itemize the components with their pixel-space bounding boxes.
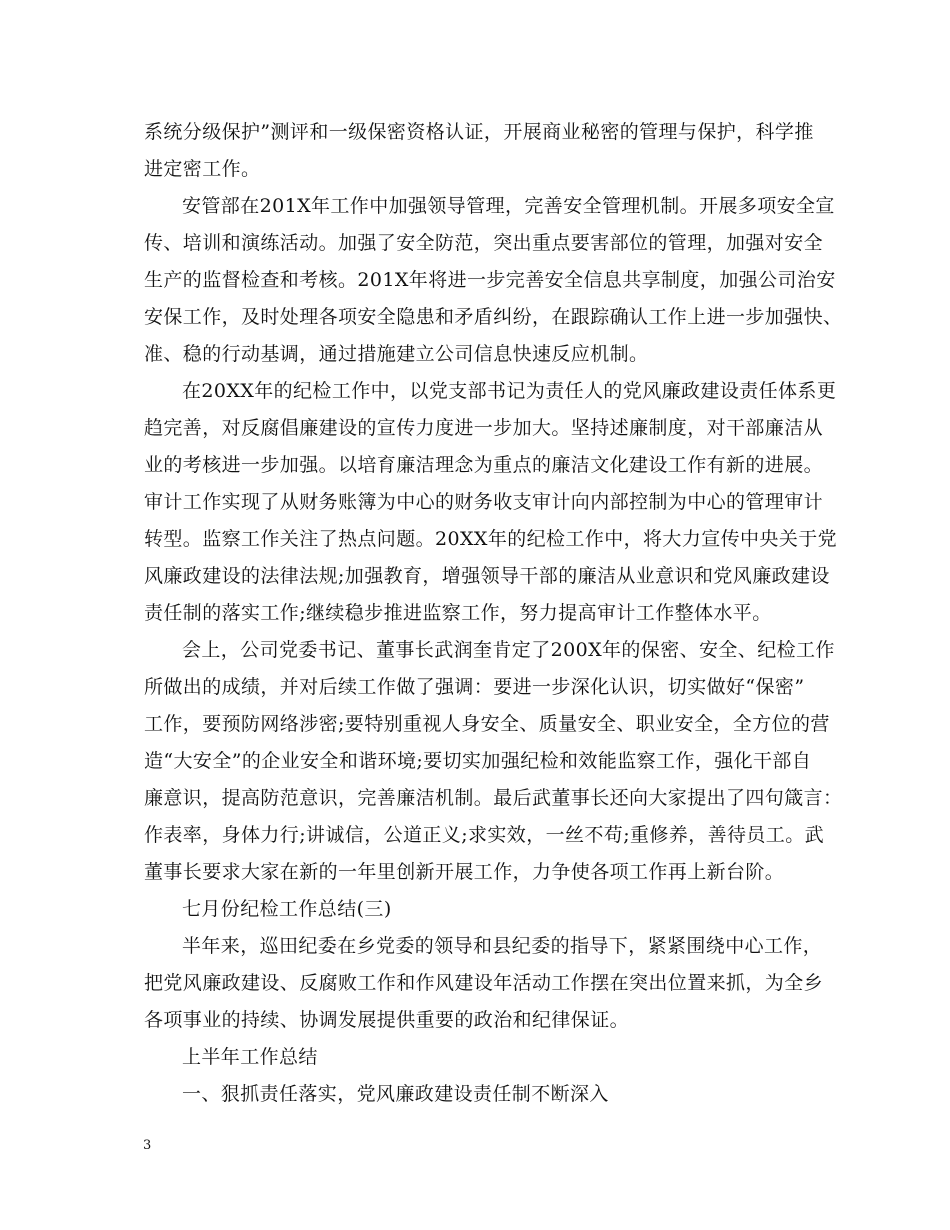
text-line: 廉意识，提高防范意识，完善廉洁机制。最后武董事长还向大家提出了四句箴言：	[144, 787, 843, 809]
paragraph-start-line: 安管部在201X年工作中加强领导管理，完善安全管理机制。开展多项安全宣	[182, 195, 835, 217]
text-line: 进定密工作。	[144, 158, 261, 180]
text-line: 安保工作，及时处理各项安全隐患和矛盾纠纷，在跟踪确认工作上进一步加强快、	[144, 306, 843, 328]
text-line: 造“大安全”的企业安全和谐环境;要切实加强纪检和效能监察工作，强化干部自	[144, 750, 812, 772]
section-heading: 七月份纪检工作总结(三)	[182, 898, 392, 920]
section-heading: 上半年工作总结	[182, 1046, 318, 1068]
text-line: 审计工作实现了从财务账簿为中心的财务收支审计向内部控制为中心的管理审计	[144, 491, 824, 513]
text-line: 所做出的成绩，并对后续工作做了强调：要进一步深化认识，切实做好“保密”	[144, 676, 805, 698]
text-line: 生产的监督检查和考核。201X年将进一步完善安全信息共享制度，加强公司治安	[144, 269, 836, 291]
text-line: 转型。监察工作关注了热点问题。20XX年的纪检工作中，将大力宣传中央关于党	[144, 528, 838, 550]
text-line: 把党风廉政建设、反腐败工作和作风建设年活动工作摆在突出位置来抓，为全乡	[144, 972, 824, 994]
text-line: 风廉政建设的法律法规;加强教育，增强领导干部的廉洁从业意识和党风廉政建设	[144, 565, 830, 587]
text-line: 业的考核进一步加强。以培育廉洁理念为重点的廉洁文化建设工作有新的进展。	[144, 454, 824, 476]
text-line: 准、稳的行动基调，通过措施建立公司信息快速反应机制。	[144, 343, 649, 365]
text-line: 董事长要求大家在新的一年里创新开展工作，力争使各项工作再上新台阶。	[144, 861, 785, 883]
text-line: 系统分级保护”测评和一级保密资格认证，开展商业秘密的管理与保护，科学推	[144, 121, 814, 143]
section-heading: 一、狠抓责任落实，党风廉政建设责任制不断深入	[182, 1083, 609, 1105]
text-line: 作表率，身体力行;讲诚信，公道正义;求实效，一丝不苟;重修养，善待员工。武	[144, 824, 825, 846]
text-line: 工作，要预防网络涉密;要特别重视人身安全、质量安全、职业安全，全方位的营	[144, 713, 830, 735]
text-line: 趋完善，对反腐倡廉建设的宣传力度进一步加大。坚持述廉制度，对干部廉洁从	[144, 417, 824, 439]
paragraph-start-line: 会上，公司党委书记、董事长武润奎肯定了200X年的保密、安全、纪检工作	[182, 639, 835, 661]
text-line: 传、培训和演练活动。加强了安全防范，突出重点要害部位的管理，加强对安全	[144, 232, 824, 254]
text-line: 各项事业的持续、协调发展提供重要的政治和纪律保证。	[144, 1009, 630, 1031]
text-line: 责任制的落实工作;继续稳步推进监察工作，努力提高审计工作整体水平。	[144, 602, 772, 624]
paragraph-start-line: 在20XX年的纪检工作中，以党支部书记为责任人的党风廉政建设责任体系更	[182, 380, 837, 402]
page-number: 3	[143, 1138, 152, 1153]
paragraph-start-line: 半年来，巡田纪委在乡党委的领导和县纪委的指导下，紧紧围绕中心工作，	[182, 935, 823, 957]
